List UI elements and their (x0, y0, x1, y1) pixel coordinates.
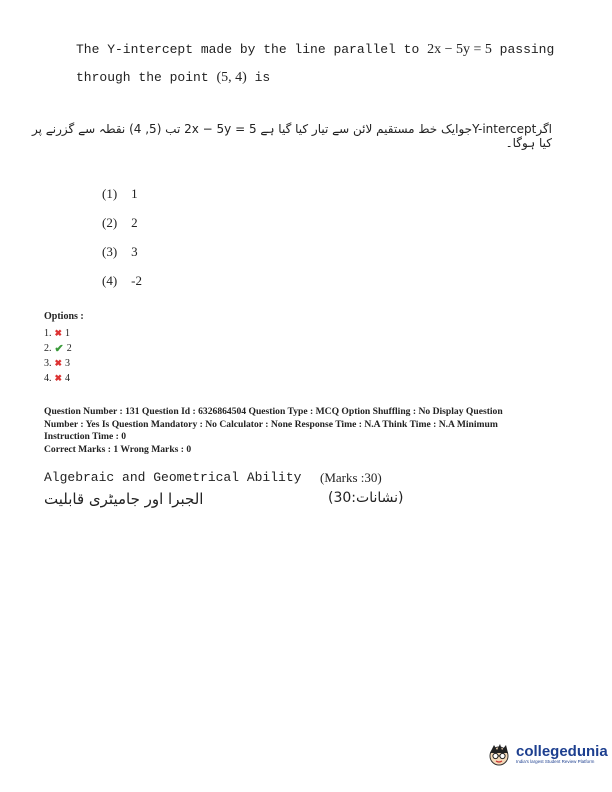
option-4: 4. ✖ 4 (44, 373, 71, 384)
section-title: Algebraic and Geometrical Ability (44, 470, 302, 485)
mascot-icon (486, 741, 512, 767)
question-line-2: through the point (5, 4) is (76, 70, 271, 85)
check-icon: ✔ (54, 343, 64, 355)
question-urdu: اگرY-interceptجوایک خط مستقیم لائن سے تیار کیا گیا ہے 2x − 5y = 5 تب (5, 4) نقطہ سے گزرنے پر کیا ہوگا۔ (31, 122, 552, 150)
section-marks: (Marks :30) (320, 470, 382, 485)
choice-1: (1) 1 (102, 186, 138, 201)
option-3: 3. ✖ 3 (44, 358, 71, 369)
wrong-icon: ✖ (54, 328, 63, 338)
choice-3: (3) 3 (102, 244, 138, 259)
options-list (44, 311, 84, 386)
point: (5, 4) (216, 70, 247, 85)
option-2: 2. ✔ 2 (44, 343, 72, 355)
section-marks-urdu: (نشانات:30) (328, 490, 404, 506)
question-metadata: Question Number : 131 Question Id : 6326864504 Question Type : MCQ Option Shuffling : No Display Question Number : Yes Is Question Mandatory : No Calculator : None Response Time : N.A Think Time : N.A Minimum Instruction Time : 0 Correct Marks : 1 Wrong Marks : 0 (44, 406, 503, 455)
equation: 2x − 5y = 5 (427, 42, 492, 57)
question-english (76, 36, 556, 92)
wrong-icon: ✖ (54, 358, 63, 368)
section-title-urdu: الجبرا اور جامیٹری قابلیت (44, 490, 204, 508)
wrong-icon: ✖ (54, 373, 63, 383)
choice-2: (2) 2 (102, 215, 138, 230)
choice-4: (4) -2 (102, 273, 143, 288)
answer-choices (102, 186, 142, 302)
option-1: 1. ✖ 1 (44, 328, 71, 339)
brand-name: collegedunia (516, 743, 608, 760)
collegedunia-logo (486, 741, 608, 767)
question-line-1: The Y-intercept made by the line parallel to 2x − 5y = 5 passing (76, 42, 555, 57)
brand-tagline: India's largest Student Review Platform (516, 759, 595, 764)
options-header: Options : (44, 311, 84, 322)
